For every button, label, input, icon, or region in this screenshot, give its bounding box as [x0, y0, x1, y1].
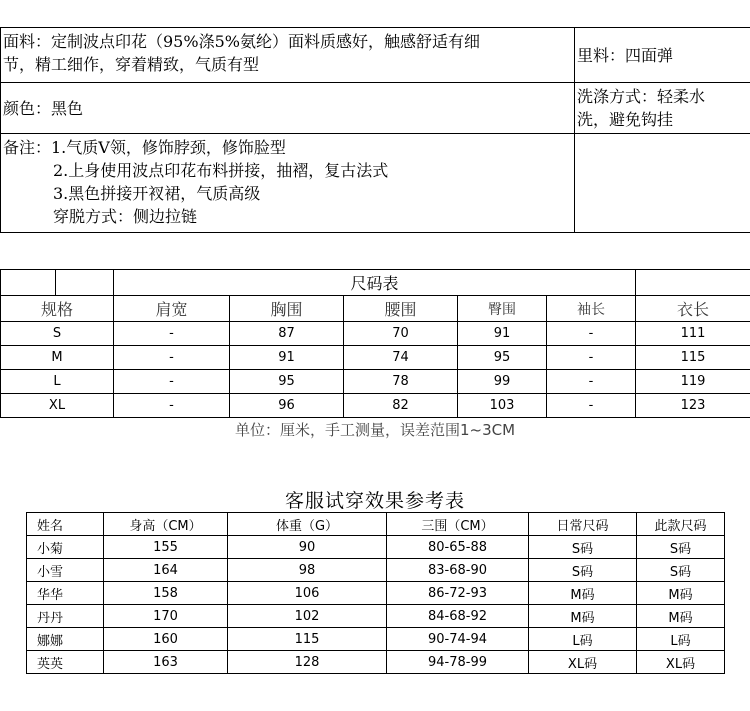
- size-cell: 82: [344, 394, 458, 418]
- tryon-cell: 华华: [27, 582, 104, 605]
- notes-line-1: 备注：1.气质V领，修饰脖颈，修饰脸型: [3, 138, 286, 157]
- size-cell: -: [547, 394, 636, 418]
- washing-line-1: 洗涤方式：轻柔水: [577, 87, 706, 106]
- empty-cell: [575, 134, 750, 233]
- size-cell: 87: [230, 322, 344, 346]
- tryon-cell: 170: [104, 605, 228, 628]
- tryon-cell: 158: [104, 582, 228, 605]
- size-cell: 91: [230, 346, 344, 370]
- tryon-header-weight: 体重（G）: [228, 513, 387, 536]
- tryon-cell: S码: [529, 559, 637, 582]
- table-row: [27, 628, 725, 651]
- tryon-cell: S码: [529, 536, 637, 559]
- tryon-cell: 98: [228, 559, 387, 582]
- size-chart-table: [0, 269, 750, 418]
- tryon-cell: 丹丹: [27, 605, 104, 628]
- size-cell: -: [114, 322, 230, 346]
- washing-line-2: 洗，避免钩挂: [577, 110, 674, 129]
- color-cell: 颜色：黑色: [1, 83, 575, 134]
- size-header-length: 衣长: [636, 296, 750, 322]
- table-row: [1, 346, 750, 370]
- tryon-header-name: 姓名: [27, 513, 104, 536]
- size-cell: L: [1, 370, 114, 394]
- size-cell: M: [1, 346, 114, 370]
- size-cell: 91: [458, 322, 547, 346]
- tryon-cell: 128: [228, 651, 387, 674]
- size-cell: XL: [1, 394, 114, 418]
- tryon-header-usual-size: 日常尺码: [529, 513, 637, 536]
- tryon-cell: S码: [637, 559, 725, 582]
- tryon-cell: 小菊: [27, 536, 104, 559]
- tryon-cell: M码: [529, 605, 637, 628]
- size-cell: 78: [344, 370, 458, 394]
- size-cell: 74: [344, 346, 458, 370]
- size-cell: -: [547, 346, 636, 370]
- title-spacer-3: [636, 270, 750, 296]
- table-row: [27, 536, 725, 559]
- tryon-cell: 94-78-99: [387, 651, 529, 674]
- tryon-cell: 娜娜: [27, 628, 104, 651]
- size-cell: 119: [636, 370, 750, 394]
- tryon-cell: 84-68-92: [387, 605, 529, 628]
- tryon-cell: M码: [637, 582, 725, 605]
- tryon-header-row: [27, 513, 725, 536]
- size-cell: S: [1, 322, 114, 346]
- tryon-cell: S码: [637, 536, 725, 559]
- tryon-cell: M码: [637, 605, 725, 628]
- tryon-cell: 160: [104, 628, 228, 651]
- tryon-cell: 155: [104, 536, 228, 559]
- size-cell: 95: [458, 346, 547, 370]
- tryon-cell: M码: [529, 582, 637, 605]
- tryon-header-measurements: 三围（CM）: [387, 513, 529, 536]
- table-row: [27, 651, 725, 674]
- tryon-cell: 164: [104, 559, 228, 582]
- table-row: [27, 582, 725, 605]
- tryon-cell: 106: [228, 582, 387, 605]
- tryon-cell: L码: [637, 628, 725, 651]
- tryon-cell: 90-74-94: [387, 628, 529, 651]
- size-header-chest: 胸围: [230, 296, 344, 322]
- size-cell: 70: [344, 322, 458, 346]
- table-row: [27, 605, 725, 628]
- tryon-cell: L码: [529, 628, 637, 651]
- tryon-cell: 163: [104, 651, 228, 674]
- size-cell: -: [114, 346, 230, 370]
- fabric-line-1: 面料：定制波点印花（95%涤5%氨纶）面料质感好，触感舒适有细: [3, 32, 480, 51]
- fabric-cell: [1, 28, 575, 83]
- size-cell: 111: [636, 322, 750, 346]
- title-spacer-1: [1, 270, 56, 296]
- size-header-sleeve: 袖长: [547, 296, 636, 322]
- size-cell: 99: [458, 370, 547, 394]
- tryon-cell: 115: [228, 628, 387, 651]
- notes-cell: [1, 134, 575, 233]
- washing-cell: [575, 83, 750, 134]
- tryon-cell: 小雪: [27, 559, 104, 582]
- tryon-cell: XL码: [529, 651, 637, 674]
- notes-line-4: 穿脱方式：侧边拉链: [53, 207, 198, 226]
- size-chart-title: 尺码表: [114, 270, 636, 296]
- size-cell: 123: [636, 394, 750, 418]
- tryon-cell: 83-68-90: [387, 559, 529, 582]
- title-spacer-2: [56, 270, 114, 296]
- size-cell: -: [547, 370, 636, 394]
- notes-line-2: 2.上身使用波点印花布料拼接，抽褶，复古法式: [53, 161, 389, 180]
- size-header-waist: 腰围: [344, 296, 458, 322]
- size-header-spec: 规格: [1, 296, 114, 322]
- size-cell: 115: [636, 346, 750, 370]
- product-info-table: [0, 27, 750, 233]
- size-cell: 103: [458, 394, 547, 418]
- table-row: [1, 370, 750, 394]
- tryon-table: [26, 512, 725, 674]
- tryon-title: 客服试穿效果参考表: [284, 490, 465, 512]
- size-cell: -: [114, 394, 230, 418]
- fabric-line-2: 节，精工细作，穿着精致，气质有型: [3, 55, 260, 74]
- table-row: [1, 322, 750, 346]
- size-cell: 95: [230, 370, 344, 394]
- size-header-hip: 臀围: [458, 296, 547, 322]
- tryon-cell: XL码: [637, 651, 725, 674]
- size-cell: -: [114, 370, 230, 394]
- tryon-cell: 90: [228, 536, 387, 559]
- size-cell: 96: [230, 394, 344, 418]
- notes-line-3: 3.黑色拼接开衩裙，气质高级: [53, 184, 261, 203]
- tryon-cell: 102: [228, 605, 387, 628]
- tryon-cell: 英英: [27, 651, 104, 674]
- size-cell: -: [547, 322, 636, 346]
- tryon-header-height: 身高（CM）: [104, 513, 228, 536]
- tryon-cell: 80-65-88: [387, 536, 529, 559]
- unit-note: 单位：厘米，手工测量，误差范围1~3CM: [234, 421, 516, 439]
- size-header-shoulder: 肩宽: [114, 296, 230, 322]
- table-row: [1, 394, 750, 418]
- tryon-header-this-size: 此款尺码: [637, 513, 725, 536]
- table-row: [27, 559, 725, 582]
- lining-cell: 里料：四面弹: [575, 28, 750, 83]
- tryon-cell: 86-72-93: [387, 582, 529, 605]
